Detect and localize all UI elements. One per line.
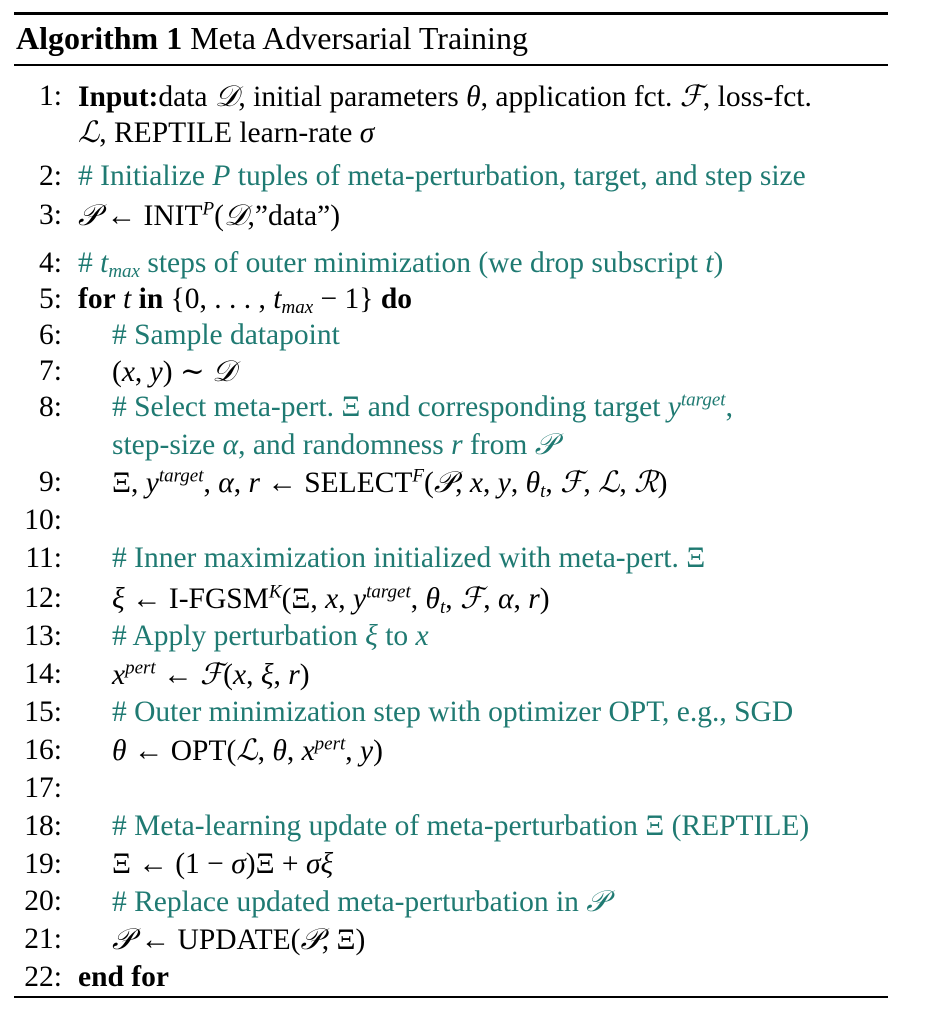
- line-number: 12:: [24, 581, 62, 614]
- line-number: 2:: [39, 160, 62, 193]
- line-8: [14, 389, 888, 425]
- line-16: [14, 730, 888, 770]
- line-text: ξ ← $I-FGSM^K(\Xi$, x, $y^{target}$, $\theta_t$, ℱ, α, r): [112, 580, 550, 618]
- line-12: [14, 578, 888, 618]
- line-comment: # Apply perturbation ξ to x: [112, 619, 429, 652]
- line-text: for t in {0, . . . , $t_{max} - 1$} do: [78, 282, 412, 318]
- line-text: θ ← OPT(ℒ, θ, $x^{pert}$, y): [112, 733, 383, 768]
- line-number: 9:: [39, 465, 62, 498]
- algorithm-caption: [16, 19, 528, 57]
- line-9: [14, 462, 888, 502]
- line-11: [14, 538, 888, 578]
- line-number: 13:: [24, 619, 62, 652]
- line-number: 15:: [24, 696, 62, 729]
- line-1: [14, 78, 888, 114]
- line-text: Input:data 𝒟, initial parameters θ, application fct. ℱ, loss-fct.: [78, 79, 812, 113]
- line-number: 6:: [39, 318, 62, 351]
- line-number: 22:: [24, 960, 62, 993]
- line-comment: # Replace updated meta-perturbation in 𝒫: [112, 883, 608, 918]
- line-number: 10:: [24, 503, 62, 536]
- line-5: [14, 281, 888, 317]
- line-comment: # Meta-learning update of meta-perturbation Ξ (REPTILE): [112, 810, 810, 843]
- line-20: [14, 883, 888, 919]
- line-text: 𝒫 ← $INIT^P(𝒟,”data”)$: [78, 197, 341, 232]
- line-comment: # Inner maximization initialized with meta-pert. Ξ: [112, 541, 706, 574]
- line-18: [14, 806, 888, 846]
- line-number: 11:: [25, 541, 62, 574]
- line-number: 21:: [24, 922, 62, 955]
- line-text: (x, y) ∼ 𝒟: [112, 354, 236, 389]
- bottom-rule: [14, 996, 888, 998]
- line-number: 18:: [24, 810, 62, 843]
- line-text: $x^{pert}$ ← ℱ(x, ξ, r): [112, 657, 310, 692]
- line-15: [14, 694, 888, 730]
- line-10: [14, 502, 888, 538]
- algorithm-label: Algorithm 1: [16, 20, 183, 56]
- line-text: Ξ ← (1 − σ)Ξ + σξ: [112, 848, 334, 881]
- line-6: [14, 317, 888, 353]
- line-text: ℒ, REPTILE learn-rate σ: [78, 115, 375, 150]
- line-17: [14, 770, 888, 806]
- line-number: 3:: [39, 198, 62, 231]
- line-19: [14, 846, 888, 882]
- line-text: Ξ, $y^{target}$, α, r ← $SELECT^F(𝒫$, x, y, $\theta_t$, ℱ, ℒ, ℛ): [112, 464, 668, 502]
- line-comment: # Initialize P tuples of meta-perturbation, target, and step size: [78, 160, 806, 193]
- caption-rule: [14, 64, 888, 66]
- line-comment: # $t_{max}$ steps of outer minimization (we drop subscript t): [78, 246, 724, 282]
- line-number: 16:: [24, 734, 62, 767]
- algorithm-lines: [14, 78, 888, 995]
- line-13: [14, 618, 888, 654]
- line-number: 14:: [24, 658, 62, 691]
- line-number: 1:: [39, 80, 62, 112]
- line-text: end for: [78, 960, 169, 993]
- line-number: 8:: [39, 391, 62, 424]
- line-comment: # Outer minimization step with optimizer OPT, e.g., SGD: [112, 696, 794, 729]
- line-text: 𝒫 ← UPDATE(𝒫, Ξ): [112, 921, 366, 956]
- line-2: [14, 158, 888, 194]
- line-14: [14, 654, 888, 694]
- line-7: [14, 353, 888, 389]
- line-comment: # Select meta-pert. Ξ and corresponding target $y^{target}$,: [112, 389, 733, 424]
- line-number: 7:: [39, 355, 62, 388]
- line-4: [14, 245, 888, 281]
- line-22: [14, 959, 888, 995]
- top-rule: [14, 12, 888, 15]
- algorithm-title: Meta Adversarial Training: [190, 20, 528, 56]
- line-number: 4:: [39, 246, 62, 279]
- line-21: [14, 919, 888, 959]
- line-comment: # Sample datapoint: [112, 318, 340, 351]
- line-number: 19:: [24, 848, 62, 881]
- line-number: 20:: [24, 884, 62, 917]
- line-1-cont: [14, 114, 888, 150]
- line-comment: step-size α, and randomness r from 𝒫: [112, 426, 556, 461]
- line-number: 17:: [24, 772, 62, 805]
- line-3: [14, 195, 888, 235]
- line-8-cont: [14, 426, 888, 462]
- line-number: 5:: [39, 282, 62, 315]
